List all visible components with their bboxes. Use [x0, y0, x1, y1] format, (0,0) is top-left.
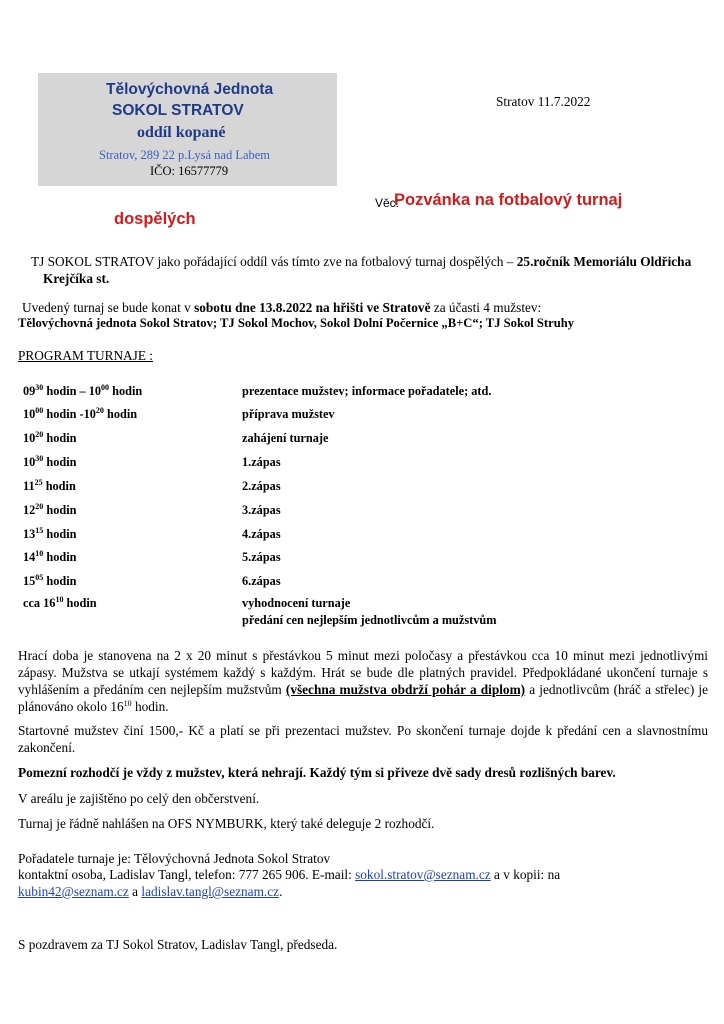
org-address: Stratov, 289 22 p.Lysá nad Labem	[99, 148, 271, 162]
contact-organizer: Pořadatele turnaje je: Tělovýchovná Jednota Sokol Stratov	[18, 851, 331, 866]
org-ico: IČO: 16577779	[150, 164, 229, 178]
paragraph-game-rules: Hrací doba je stanovena na 2 x 20 minut s přestávkou 5 minut mezi poločasy a přestávkou cca 10 minut mezi jednotlivými zápasy. Mužstva se utkají systémem každý s každým. Hrát se bude dle platných pravidel. Předpokládané ukončení turnaje s vyhlášením a předáním cen nejlepším mužstvům (všechna mužstva obdrží pohár a diplom) a jednotlivcům (hráč a střelec) je plánováno okolo $16^{10}$ hodin.	[18, 648, 709, 714]
paragraph-refreshments: V areálu je zajištěno po celý den občerstvení.	[18, 791, 260, 806]
program-time: $11^{25}$ hodin	[23, 478, 76, 493]
email-link-tangl[interactable]: ladislav.tangl@seznam.cz	[141, 884, 280, 899]
org-name-line1: Tělovýchovná Jednota	[106, 81, 274, 98]
program-time: $15^{05}$ hodin	[23, 573, 77, 588]
program-activity: příprava mužstev	[242, 407, 335, 421]
program-activity: 2.zápas	[242, 479, 281, 493]
program-activity: 1.zápas	[242, 455, 281, 469]
email-link-kubin[interactable]: kubin42@seznam.cz	[18, 884, 129, 899]
contact-line: kontaktní osoba, Ladislav Tangl, telefon: 777 265 906. E-mail: sokol.stratov@seznam.cz a v kopii: na	[18, 867, 561, 882]
teams-list: Tělovýchovná jednota Sokol Stratov; TJ Sokol Mochov, Sokol Dolní Počernice „B+C“; TJ Sokol Struhy	[18, 316, 574, 330]
paragraph-registration: Turnaj je řádně nahlášen na OFS NYMBURK, který také deleguje 2 rozhodčí.	[18, 816, 435, 831]
org-name-line2: SOKOL STRATOV	[112, 102, 244, 119]
contact-copy-line: kubin42@seznam.cz a ladislav.tangl@seznam.cz.	[18, 884, 283, 899]
program-activity: 5.zápas	[242, 550, 281, 564]
trophy-note: (všechna mužstva obdrží pohár a diplom)	[285, 682, 526, 697]
intro-bold: 25.ročník Memoriálu Oldřicha	[516, 254, 692, 269]
program-activity: 6.zápas	[242, 574, 281, 588]
program-time: $14^{10}$ hodin	[23, 549, 77, 564]
org-department: oddíl kopané	[137, 124, 226, 141]
letter-date: Stratov 11.7.2022	[496, 94, 591, 109]
venue-line	[22, 300, 541, 316]
program-time: $09^{30}$ hodin – $10^{00}$ hodin	[23, 383, 143, 398]
program-time: cca $16^{10}$ hodin	[23, 595, 97, 610]
program-time: $10^{00}$ hodin $-10^{20}$ hodin	[23, 406, 138, 421]
closing-signature: S pozdravem za TJ Sokol Stratov, Ladislav Tangl, předseda.	[18, 937, 338, 952]
program-activity: vyhodnocení turnaje	[242, 596, 351, 610]
venue-text1: Uvedený turnaj se bude konat v	[22, 300, 195, 315]
intro-text: TJ SOKOL STRATOV jako pořádající oddíl vás tímto zve na fotbalový turnaj dospělých –	[31, 254, 517, 269]
program-time: $10^{20}$ hodin	[23, 430, 77, 445]
email-link-sokol[interactable]: sokol.stratov@seznam.cz	[355, 867, 491, 882]
program-activity: zahájení turnaje	[242, 431, 329, 445]
subject-label: Věc:	[375, 196, 400, 210]
program-activity-cont: předání cen nejlepším jednotlivcům a mužstvům	[242, 613, 497, 627]
program-time: $12^{20}$ hodin	[23, 502, 77, 517]
program-activity: prezentace mužstev; informace pořadatele; atd.	[242, 384, 492, 398]
paragraph-referees: Pomezní rozhodčí je vždy z mužstev, která nehrají. Každý tým si přiveze dvě sady dresů rozlišných barev.	[18, 765, 616, 780]
program-heading: PROGRAM TURNAJE :	[18, 348, 153, 363]
venue-text2: za účasti 4 mužstev:	[430, 300, 542, 315]
program-activity: 3.zápas	[242, 503, 281, 517]
program-time: $10^{30}$ hodin	[23, 454, 77, 469]
intro-bold-cont: Krejčíka st.	[43, 271, 110, 286]
subject-title-part2: dospělých	[114, 210, 196, 228]
paragraph-entry-fee: Startovné mužstev činí 1500,- Kč a platí se při prezentaci mužstev. Po skončení turnaje dojde k předání cen a slavnostnímu zakončení.	[18, 723, 708, 755]
letterhead-box	[38, 73, 337, 186]
subject-title-part1: Pozvánka na fotbalový turnaj	[394, 191, 623, 209]
venue-bold: sobotu dne 13.8.2022 na hřišti ve Stratově	[194, 300, 431, 315]
program-activity: 4.zápas	[242, 527, 281, 541]
intro-line	[31, 254, 691, 270]
program-time: $13^{15}$ hodin	[23, 526, 77, 541]
